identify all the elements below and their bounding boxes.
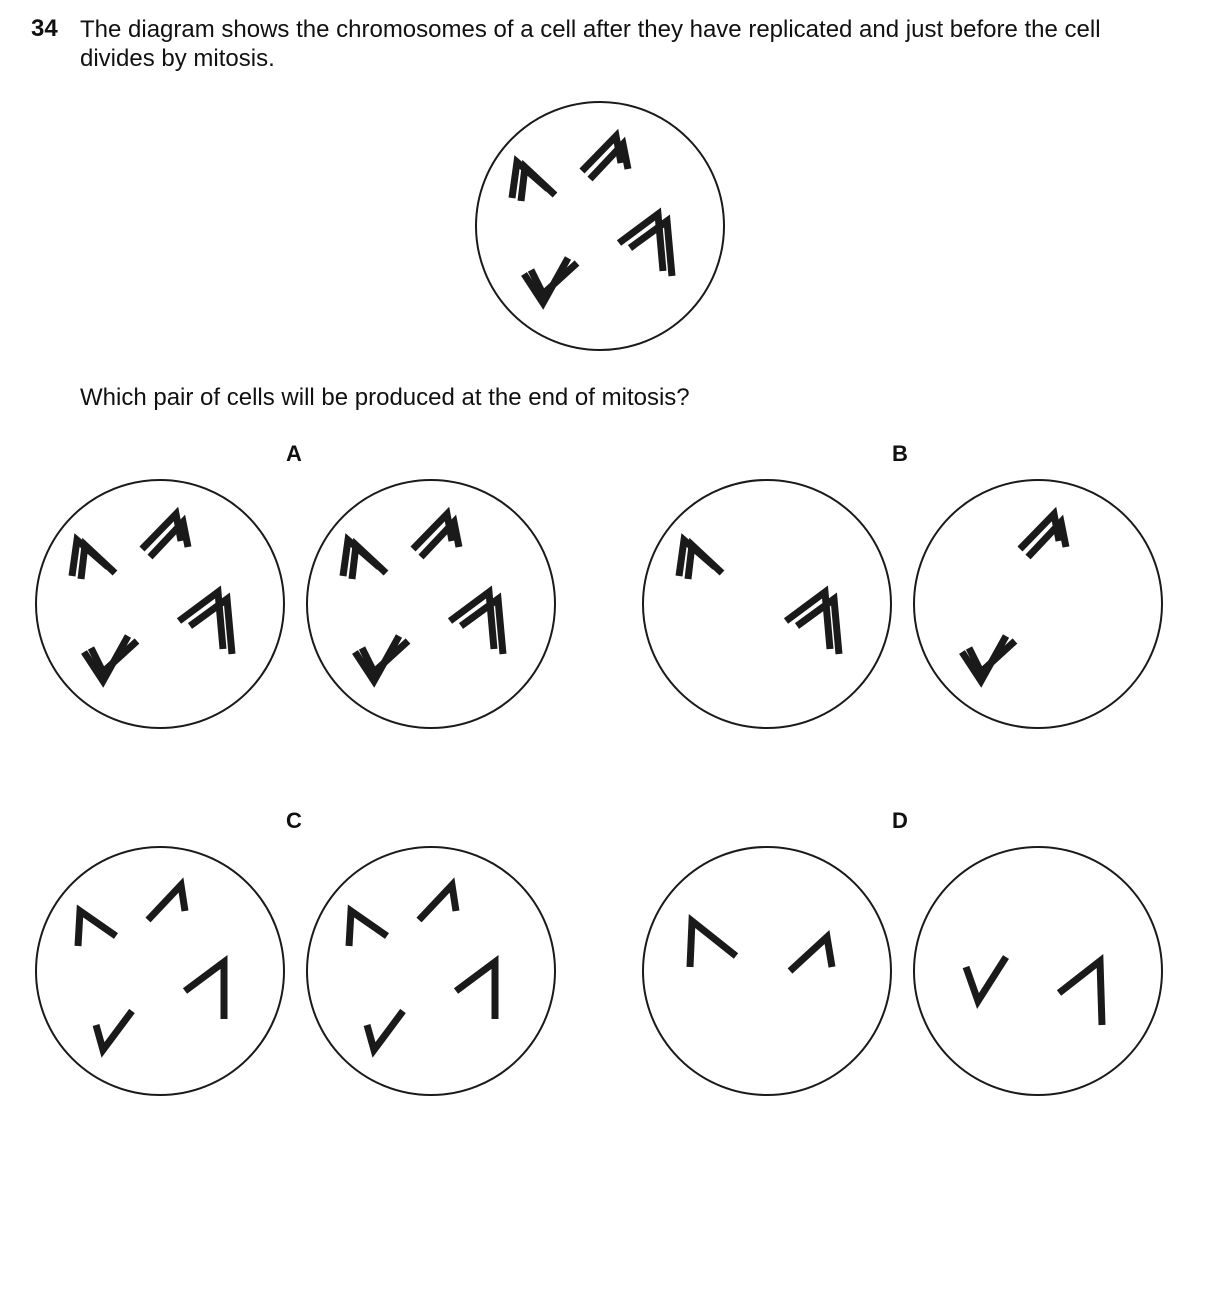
- chromosome-2: [582, 136, 628, 179]
- chromosome-3: [786, 592, 839, 654]
- chromosome-3: [179, 592, 232, 654]
- option-d-cell-1: [637, 841, 897, 1101]
- cell-membrane: [36, 847, 284, 1095]
- chromatid-2: [790, 937, 832, 971]
- chromatid-3: [185, 962, 224, 1019]
- chromatid-3: [966, 957, 1006, 1001]
- parent-cell-diagram: [470, 96, 730, 356]
- chromosome-4: [524, 258, 577, 303]
- option-a-cell-1: [30, 474, 290, 734]
- option-d-cell-2: [908, 841, 1168, 1101]
- option-a-label[interactable]: A: [286, 441, 302, 466]
- chromatid-4: [96, 1011, 132, 1050]
- chromosome-4: [84, 636, 137, 681]
- chromosome-2: [413, 514, 459, 557]
- question-stem-line-1: The diagram shows the chromosomes of a cell after they have replicated and just before the cell: [80, 16, 1101, 43]
- chromosome-4: [962, 636, 1015, 681]
- chromatid-2: [148, 885, 185, 920]
- cell-membrane: [36, 480, 284, 728]
- question-number: 34: [31, 15, 58, 42]
- option-b-cell-1: [637, 474, 897, 734]
- chromosome-2: [142, 514, 188, 557]
- chromatid-1: [78, 911, 116, 946]
- cell-membrane: [307, 480, 555, 728]
- chromosome-4: [355, 636, 408, 681]
- option-c-cell-2: [301, 841, 561, 1101]
- chromatid-4: [1059, 961, 1102, 1025]
- chromosome-2: [1020, 514, 1066, 557]
- option-c-label[interactable]: C: [286, 808, 302, 833]
- cell-membrane: [476, 102, 724, 350]
- chromosome-1: [679, 540, 722, 579]
- cell-membrane: [914, 480, 1162, 728]
- question-prompt: Which pair of cells will be produced at the end of mitosis?: [80, 384, 690, 411]
- cell-membrane: [643, 847, 891, 1095]
- chromatid-3: [456, 962, 495, 1019]
- chromatid-4: [367, 1011, 403, 1050]
- chromosome-1: [512, 162, 555, 201]
- cell-membrane: [307, 847, 555, 1095]
- cell-membrane: [643, 480, 891, 728]
- question-stem: [80, 15, 1180, 73]
- chromosome-1: [72, 540, 115, 579]
- option-d-label[interactable]: D: [892, 808, 908, 833]
- chromatid-1: [349, 911, 387, 946]
- chromosome-3: [450, 592, 503, 654]
- chromosome-3: [619, 214, 672, 276]
- chromatid-2: [419, 885, 456, 920]
- chromosome-1: [343, 540, 386, 579]
- question-stem-line-2: divides by mitosis.: [80, 45, 275, 72]
- option-c-cell-1: [30, 841, 290, 1101]
- chromatid-1: [690, 921, 736, 967]
- option-a-cell-2: [301, 474, 561, 734]
- option-b-label[interactable]: B: [892, 441, 908, 466]
- option-b-cell-2: [908, 474, 1168, 734]
- cell-membrane: [914, 847, 1162, 1095]
